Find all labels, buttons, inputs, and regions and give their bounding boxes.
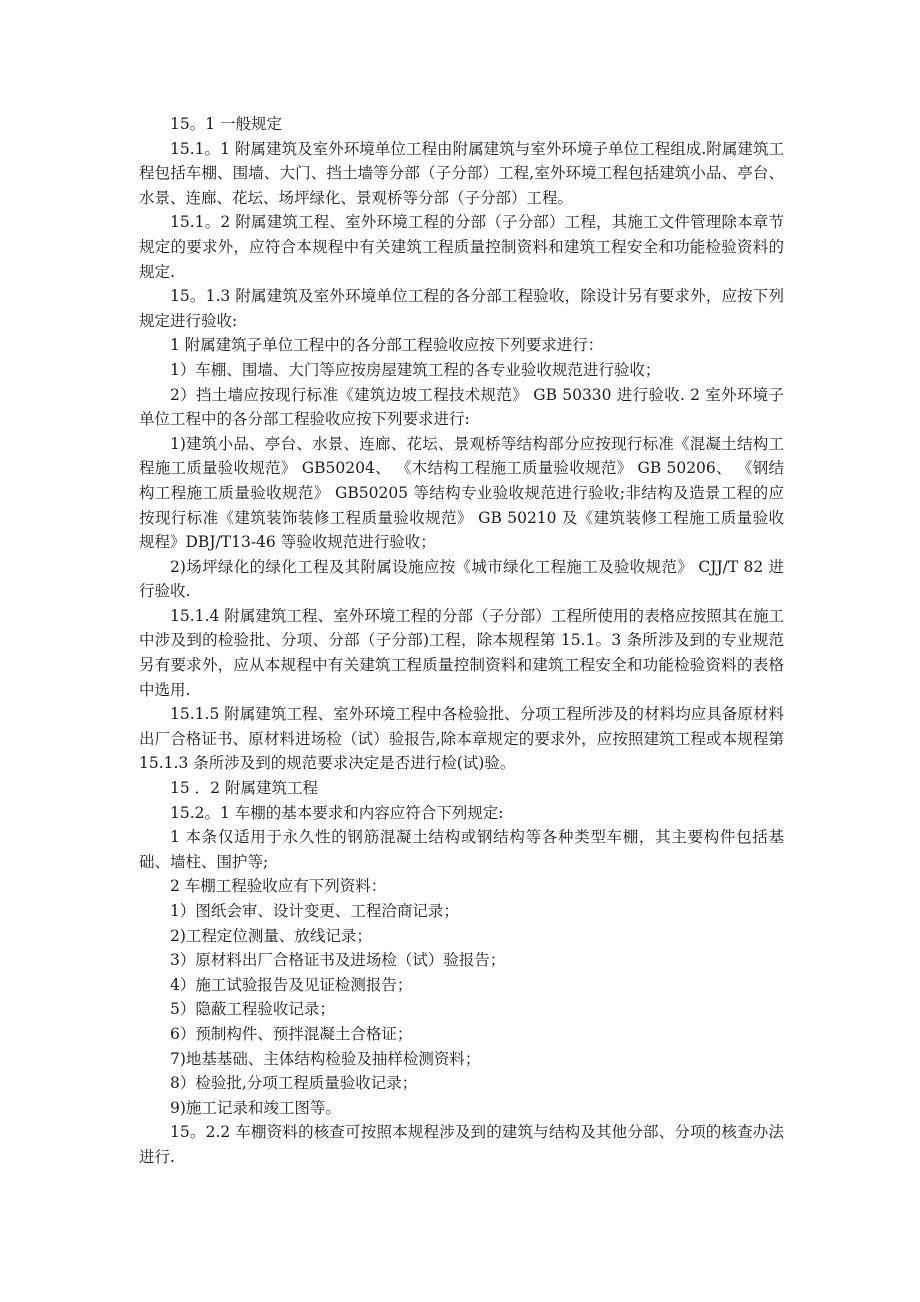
paragraph: 2)场坪绿化的绿化工程及其附属设施应按《城市绿化工程施工及验收规范》 CJJ/T 82 进行验收. <box>139 557 784 601</box>
paragraph: 9)施工记录和竣工图等。 <box>170 1098 341 1117</box>
paragraph: 3）原材料出厂合格证书及进场检（试）验报告； <box>170 951 506 970</box>
paragraph: 2）挡土墙应按现行标准《建筑边坡工程技术规范》 GB 50330 进行验收. 2 室外环境子单位工程中的各分部工程验收应按下列要求进行: <box>139 385 784 429</box>
paragraph: 2 车棚工程验收应有下列资料： <box>170 877 387 896</box>
paragraph: 1）图纸会审、设计变更、工程洽商记录； <box>170 902 459 920</box>
paragraph: 15.1.4 附属建筑工程、室外环境工程的分部（子分部）工程所使用的表格应按照其在施工中涉及到的检验批、分项、分部（子分部)工程，除本规程第 15.1。3 条所涉及到的专业规范另有要求外，应从本规程中有关建筑工程质量控制资料和建筑工程安全和功能检验资料的表格中选用. <box>139 606 784 699</box>
paragraph: 1 本条仅适用于永久性的钢筋混凝土结构或钢结构等各种类型车棚，其主要构件包括基础、墙柱、围护等; <box>139 828 784 871</box>
paragraph: 1 附属建筑子单位工程中的各分部工程验收应按下列要求进行： <box>170 336 604 355</box>
paragraph: 6）预制构件、预拌混凝土合格证； <box>170 1024 413 1043</box>
paragraph: 15。1.3 附属建筑及室外环境单位工程的各分部工程验收，除设计另有要求外，应按下列规定进行验收: <box>139 287 784 330</box>
paragraph: 15。1 一般规定 <box>170 115 283 133</box>
document-body <box>139 112 784 1170</box>
paragraph: 1)建筑小品、亭台、水景、连廊、花坛、景观桥等结构部分应按现行标准《混凝土结构工程施工质量验收规范》 GB50204、 《木结构工程施工质量验收规范》 GB 50206、 《钢结构工程施工质量验收规范》 GB50205 等结构专业验收规范进行验收;非结构及造景工程的应按现行标准《建筑装饰装修工程质量验收规范》 GB 50210 及《建筑装修工程施工质量验收规程》DBJ/T13-46 等验收规范进行验收； <box>139 434 784 552</box>
paragraph: 8）检验批,分项工程质量验收记录； <box>170 1074 418 1093</box>
paragraph: 15.1。1 附属建筑及室外环境单位工程由附属建筑与室外环境子单位工程组成.附属建筑工程包括车棚、围墙、大门、挡土墙等分部（子分部）工程,室外环境工程包括建筑小品、亭台、水景、连廊、花坛、场坪绿化、景观桥等分部（子分部）工程。 <box>139 139 784 207</box>
paragraph: 5）隐蔽工程验收记录； <box>170 1000 335 1019</box>
paragraph: 2)工程定位测量、放线记录； <box>170 926 372 945</box>
paragraph: 4）施工试验报告及见证检测报告； <box>170 975 413 994</box>
paragraph: 15.1.5 附属建筑工程、室外环境工程中各检验批、分项工程所涉及的材料均应具备原材料出厂合格证书、原材料进场检（试）验报告,除本章规定的要求外，应按照建筑工程或本规程第 15.1.3 条所涉及到的规范要求决定是否进行检(试)验。 <box>139 705 784 773</box>
paragraph: 1）车棚、围墙、大门等应按房屋建筑工程的各专业验收规范进行验收； <box>170 360 661 379</box>
paragraph: 7)地基基础、主体结构检验及抽样检测资料； <box>170 1049 481 1068</box>
paragraph: 15。2.2 车棚资料的核查可按照本规程涉及到的建筑与结构及其他分部、分项的核查办法进行. <box>139 1123 784 1166</box>
paragraph: 15.1。2 附属建筑工程、室外环境工程的分部（子分部）工程，其施工文件管理除本章节规定的要求外，应符合本规程中有关建筑工程质量控制资料和建筑工程安全和功能检验资料的规定. <box>139 213 784 281</box>
paragraph: 15 ．2 附属建筑工程 <box>170 779 318 798</box>
paragraph: 15.2。1 车棚的基本要求和内容应符合下列规定: <box>170 803 504 822</box>
